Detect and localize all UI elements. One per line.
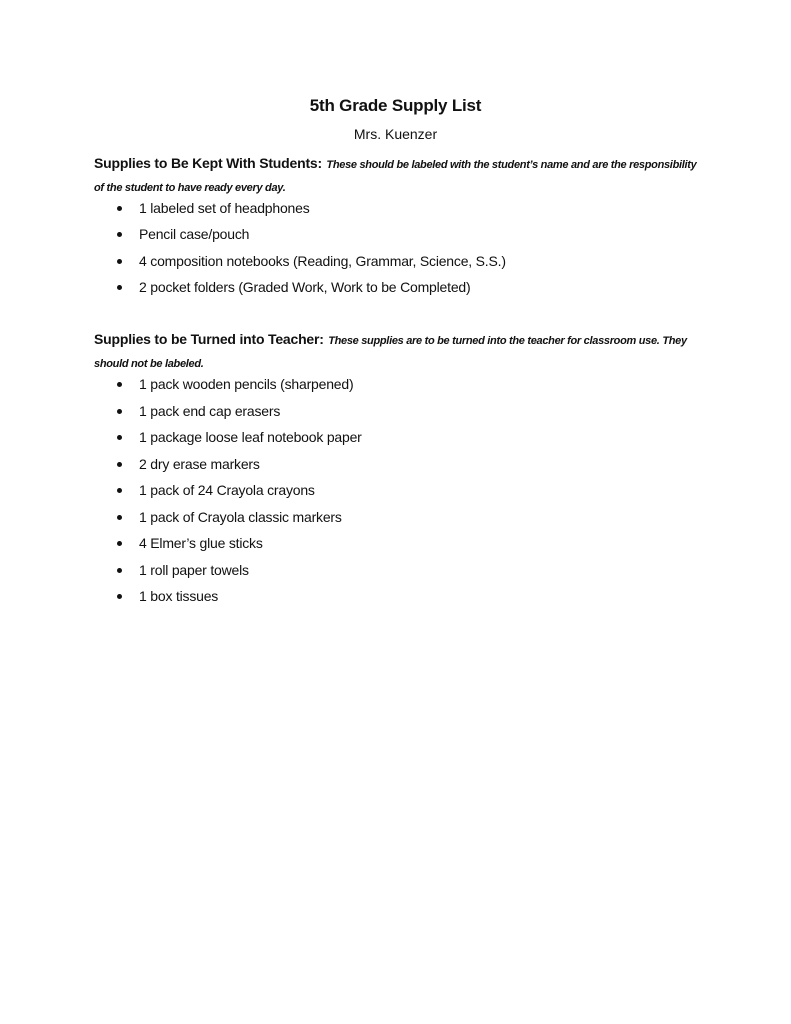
bullet-icon: [117, 488, 122, 493]
list-item-text: 1 pack of Crayola classic markers: [139, 508, 342, 525]
list-item: [94, 530, 714, 557]
list-item: [94, 477, 714, 504]
section-note-students: These should be labeled with the student’s name and are the responsibility of the student to have ready every day.: [94, 159, 697, 194]
list-item-text: 4 Elmer’s glue sticks: [139, 535, 263, 551]
list-item: [94, 248, 714, 274]
list-item: [94, 221, 714, 247]
list-item-text: 2 dry erase markers: [139, 455, 260, 472]
list-item-text: 1 pack end cap erasers: [139, 402, 281, 419]
list-item-text: 1 pack of 24 Crayola crayons: [139, 482, 315, 498]
list-item: [94, 371, 714, 398]
list-item-text: 2 pocket folders (Graded Work, Work to be Completed): [139, 279, 471, 296]
list-item-text: 1 pack wooden pencils (sharpened): [139, 376, 354, 392]
list-item: [94, 398, 714, 425]
list-item: [94, 583, 714, 610]
list-item-text: 4 composition notebooks (Reading, Grammar, Science, S.S.): [139, 252, 506, 269]
teacher-supplies-list: [94, 371, 714, 610]
list-item: [94, 557, 714, 584]
bullet-icon: [117, 285, 122, 290]
page-title: 5th Grade Supply List: [309, 96, 482, 115]
section-heading-teacher: Supplies to be Turned into Teacher:: [94, 331, 324, 347]
bullet-icon: [117, 515, 122, 520]
bullet-icon: [117, 232, 122, 237]
section-heading-students: Supplies to Be Kept With Students:: [94, 155, 322, 171]
bullet-icon: [117, 435, 122, 440]
bullet-icon: [117, 382, 122, 387]
bullet-icon: [117, 206, 122, 211]
bullet-icon: [117, 259, 122, 264]
list-item: [94, 504, 714, 531]
section-intro-teacher: [94, 329, 704, 375]
list-item: [94, 451, 714, 478]
section-intro-students: [94, 153, 704, 199]
list-item-text: 1 roll paper towels: [139, 561, 249, 578]
bullet-icon: [117, 541, 122, 546]
list-item-text: 1 box tissues: [139, 588, 219, 604]
bullet-icon: [117, 462, 122, 467]
section-note-teacher: These supplies are to be turned into the teacher for classroom use. They should not be labeled.: [94, 335, 687, 370]
teacher-name: Mrs. Kuenzer: [353, 126, 438, 142]
list-item: [94, 424, 714, 451]
list-item-text: 1 package loose leaf notebook paper: [139, 429, 362, 445]
list-item: [94, 195, 714, 221]
student-supplies-list: [94, 195, 714, 301]
list-item-text: 1 labeled set of headphones: [139, 200, 310, 216]
bullet-icon: [117, 409, 122, 414]
list-item: [94, 274, 714, 300]
bullet-icon: [117, 594, 122, 599]
list-item-text: Pencil case/pouch: [139, 226, 250, 243]
bullet-icon: [117, 568, 122, 573]
